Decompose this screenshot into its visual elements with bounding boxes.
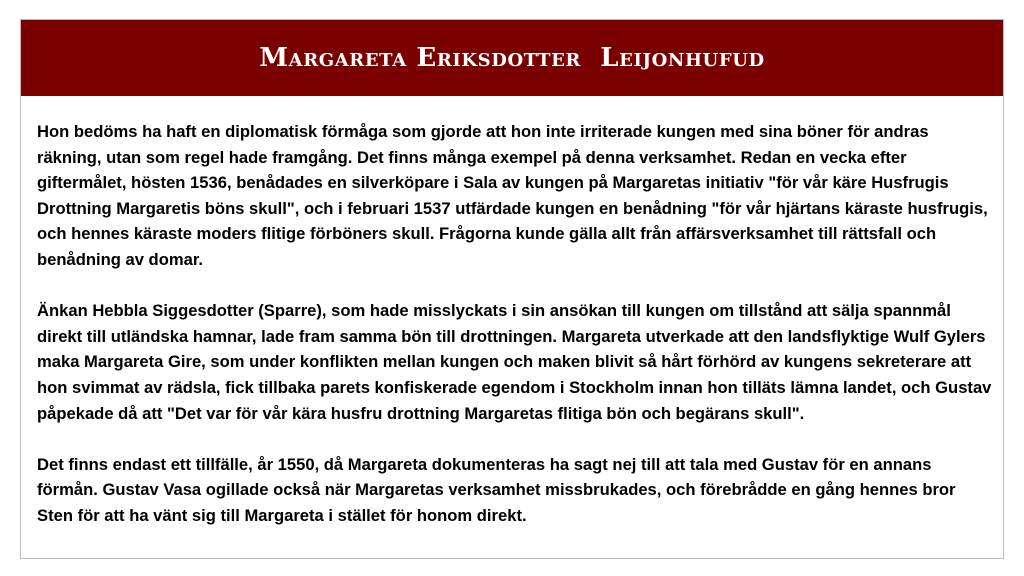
slide-body	[37, 119, 993, 529]
slide	[20, 19, 1004, 559]
paragraph-3: Det finns endast ett tillfälle, år 1550, då Margareta dokumenteras ha sagt nej till att tala med Gustav för en annans förmån. Gustav Vasa ogillade också när Margaretas verksamhet missbrukades, och förebrådde en gång hennes bror Sten för att ha vänt sig till Margareta i stället för honom direkt.	[37, 454, 956, 525]
paragraph-2: Änkan Hebbla Siggesdotter (Sparre), som hade misslyckats i sin ansökan till kungen om tillstånd att sälja spannmål direkt till utländska hamnar, lade fram samma bön till drottningen. Margareta utverkade att den landsflyktige Wulf Gylers maka Margareta Gire, som under konflikten mellan kungen och maken blivit så hårt förhörd av kungens sekreterare att hon svimmat av rädsla, fick tillbaka parets konfiskerade egendom i Stockholm innan hon tilläts lämna landet, och Gustav påpekade då att "Det var för vår kära husfru drottning Margaretas flitiga bön och begärans skull".	[37, 301, 992, 423]
title-bar	[21, 20, 1003, 96]
slide-title: Margareta Eriksdotter Leijonhufud	[259, 43, 765, 73]
paragraph-1: Hon bedöms ha haft en diplomatisk förmåga som gjorde att hon inte irriterade kungen med sina böner för andras räkning, utan som regel hade framgång. Det finns många exempel på denna verksamhet. Redan en vecka efter giftermålet, hösten 1536, benådades en silverköpare i Sala av kungen på Margaretas initiativ "för vår käre Husfrugis Drottning Margaretis böns skull", och i februari 1537 utfärdade kungen en benådning "för vår hjärtans käraste husfrugis, och hennes käraste moders flitige förböners skull. Frågorna kunde gälla allt från affärsverksamhet till rättsfall och benådning av domar.	[37, 122, 988, 269]
